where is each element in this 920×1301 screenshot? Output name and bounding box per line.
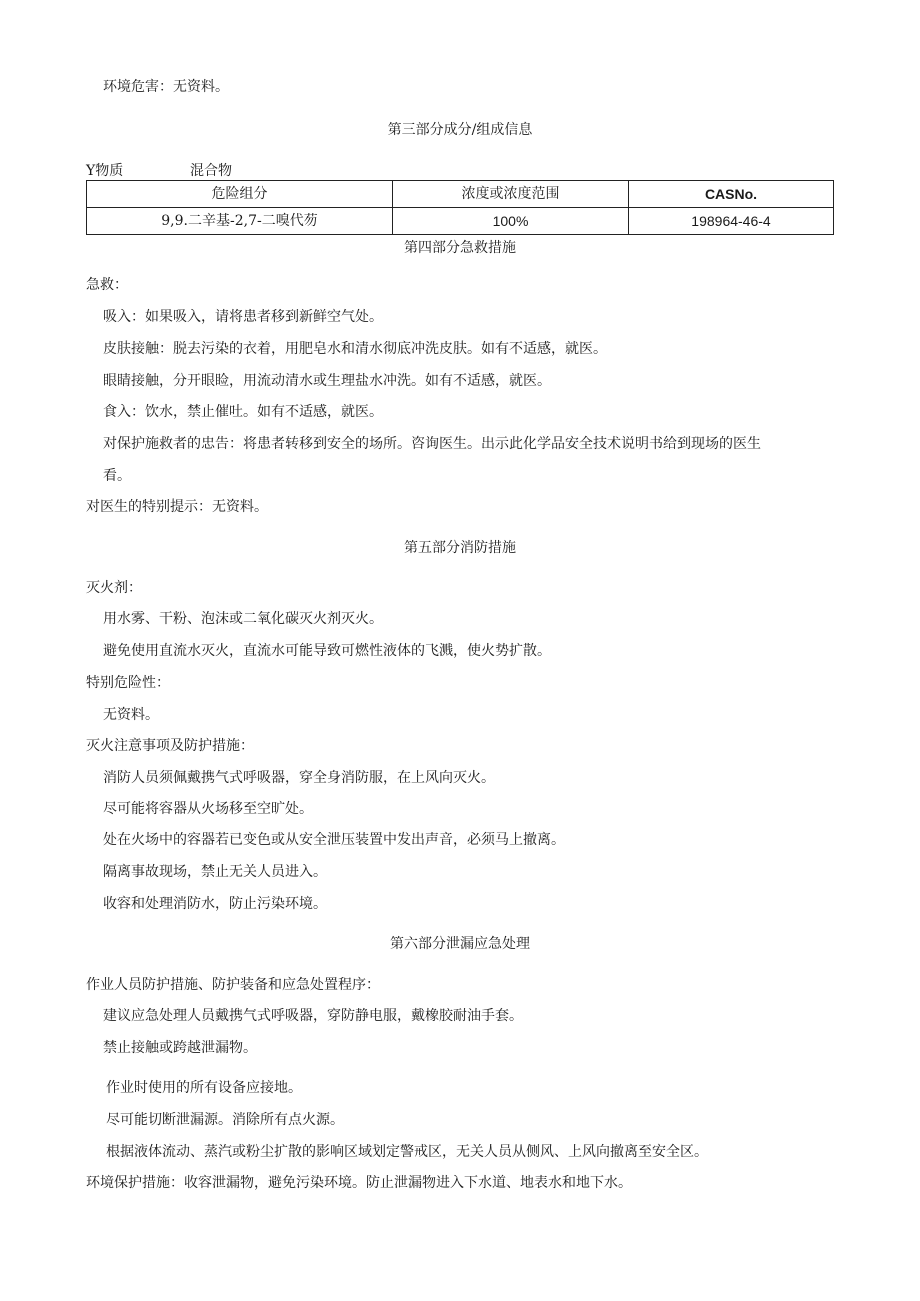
list-item: 尽可能切断泄漏源。消除所有点火源。 <box>106 1112 344 1128</box>
env-hazard-line: 环境危害：无资料。 <box>103 79 229 95</box>
section4-heading: 急救： <box>86 277 128 293</box>
list-item: 避免使用直流水灭火，直流水可能导致可燃性液体的飞溅，使火势扩散。 <box>103 643 551 659</box>
env-protection: 环境保护措施：收容泄漏物，避免污染环境。防止泄漏物进入下水道、地表水和地下水。 <box>86 1175 632 1191</box>
section5-title: 第五部分消防措施 <box>404 540 516 556</box>
list-item: 食入：饮水，禁止催吐。如有不适感，就医。 <box>103 404 383 420</box>
list-item: 眼睛接触，分开眼睑，用流动清水或生理盐水冲洗。如有不适感，就医。 <box>103 373 551 389</box>
table-header-row <box>87 181 834 208</box>
list-item: 收容和处理消防水，防止污染环境。 <box>103 896 327 912</box>
table-header-cell: 浓度或浓度范围 <box>393 181 629 208</box>
list-item: 禁止接触或跨越泄漏物。 <box>103 1040 257 1056</box>
agent-heading: 灭火剂： <box>86 580 142 596</box>
list-item: 作业时使用的所有设备应接地。 <box>106 1080 302 1096</box>
table-cell: 9,9.二辛基-2,7-二嗅代芴 <box>87 208 393 235</box>
hazard-heading: 特别危险性： <box>86 675 170 691</box>
precaution-heading: 灭火注意事项及防护措施： <box>86 738 254 754</box>
list-item: 看。 <box>103 468 131 484</box>
list-item: 皮肤接触：脱去污染的衣着，用肥皂水和清水彻底冲洗皮肤。如有不适感，就医。 <box>103 341 607 357</box>
table-header-cell: 危险组分 <box>87 181 393 208</box>
table-header-cell: CASNo. <box>629 181 834 208</box>
doctor-note: 对医生的特别提示：无资料。 <box>86 499 268 515</box>
section6-title: 第六部分泄漏应急处理 <box>390 936 530 952</box>
section6-heading: 作业人员防护措施、防护装备和应急处置程序： <box>86 977 380 993</box>
list-item: 对保护施救者的忠告：将患者转移到安全的场所。咨询医生。出示此化学品安全技术说明书给到现场的医生 <box>103 436 761 452</box>
section3-title: 第三部分成分/组成信息 <box>387 122 533 138</box>
table-cell: 198964-46-4 <box>629 208 834 235</box>
substance-label: Y物质 <box>86 163 124 179</box>
list-item: 消防人员须佩戴携气式呼吸器，穿全身消防服，在上风向灭火。 <box>103 770 495 786</box>
composition-table <box>86 180 834 235</box>
list-item: 无资料。 <box>103 707 159 723</box>
list-item: 建议应急处理人员戴携气式呼吸器，穿防静电服，戴橡胶耐油手套。 <box>103 1008 523 1024</box>
section4-title: 第四部分急救措施 <box>404 240 516 256</box>
list-item: 吸入：如果吸入，请将患者移到新鲜空气处。 <box>103 309 383 325</box>
list-item: 尽可能将容器从火场移至空旷处。 <box>103 801 313 817</box>
list-item: 用水雾、干粉、泡沫或二氧化碳灭火剂灭火。 <box>103 611 383 627</box>
table-row <box>87 208 834 235</box>
list-item: 根据液体流动、蒸汽或粉尘扩散的影响区域划定警戒区，无关人员从侧风、上风向撤离至安全区。 <box>106 1144 708 1160</box>
list-item: 隔离事故现场，禁止无关人员进入。 <box>103 864 327 880</box>
table-cell: 100% <box>393 208 629 235</box>
list-item: 处在火场中的容器若已变色或从安全泄压装置中发出声音，必须马上撤离。 <box>103 832 565 848</box>
substance-value: 混合物 <box>190 163 232 179</box>
